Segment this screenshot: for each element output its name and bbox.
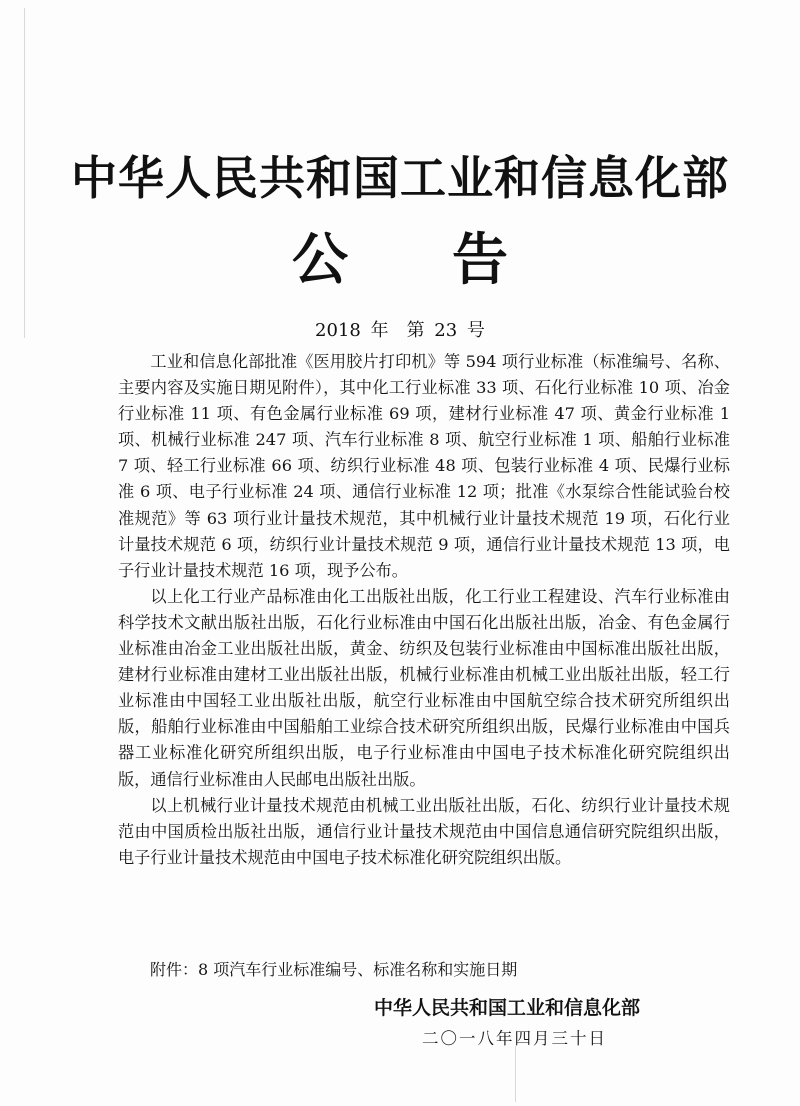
body-paragraph-1: 工业和信息化部批准《医用胶片打印机》等 594 项行业标准（标准编号、名称、主要内容及实施日期见附件），其中化工行业标准 33 项、石化行业标准 10 项、冶金行业标准 11 项、有色金属行业标准 69 项，建材行业标准 47 项、黄金行业标准 1 项、机械行业标准 247 项、汽车行业标准 8 项、航空行业标准 1 项、船舶行业标准 7 项、轻工行业标准 66 项、纺织行业标准 48 项、包装行业标准 4 项、民爆行业标准 6 项、电子行业标准 24 项、通信行业标准 12 项；批准《水泵综合性能试验台校准规范》等 63 项行业计量技术规范，其中机械行业计量技术规范 19 项，石化行业计量技术规范 6 项，纺织行业计量技术规范 9 项，通信行业计量技术规范 13 项，电子行业计量技术规范 16 项，现予公布。 [118,352,730,580]
body-paragraph-2: 以上化工行业产品标准由化工出版社出版，化工行业工程建设、汽车行业标准由科学技术文献出版社出版，石化行业标准由中国石化出版社出版，冶金、有色金属行业标准由冶金工业出版社出版，黄金、纺织及包装行业标准由中国标准出版社出版，建材行业标准由建材工业出版社出版，机械行业标准由机械工业出版社出版，轻工行业标准由中国轻工业出版社出版，航空行业标准由中国航空综合技术研究所组织出版，船舶行业标准由中国船舶工业综合技术研究所组织出版，民爆行业标准由中国兵器工业标准化研究所组织出版，电子行业标准由中国电子技术标准化研究院组织出版，通信行业标准由人民邮电出版社出版。 [118,586,730,789]
signing-date: 二〇一八年四月三十日 [422,1029,607,1048]
document-number: 2018 年 第 23 号 [315,320,485,341]
scan-artifact [515,1046,516,1102]
document-type-char-1: 公 [292,228,348,293]
body-paragraph-3: 以上机械行业计量技术规范由机械工业出版社出版，石化、纺织行业计量技术规范由中国质检出版社出版，通信行业计量技术规范由中国信息通信研究院组织出版，电子行业计量技术规范由中国电子技术标准化研究院组织出版。 [118,795,730,867]
document-type-char-2: 告 [452,228,508,293]
announcement-body [118,349,730,871]
attachment-note: 附件：8 项汽车行业标准编号、标准名称和实施日期 [150,960,518,979]
issuing-authority-title: 中华人民共和国工业和信息化部 [71,151,729,205]
signing-authority: 中华人民共和国工业和信息化部 [374,997,641,1019]
